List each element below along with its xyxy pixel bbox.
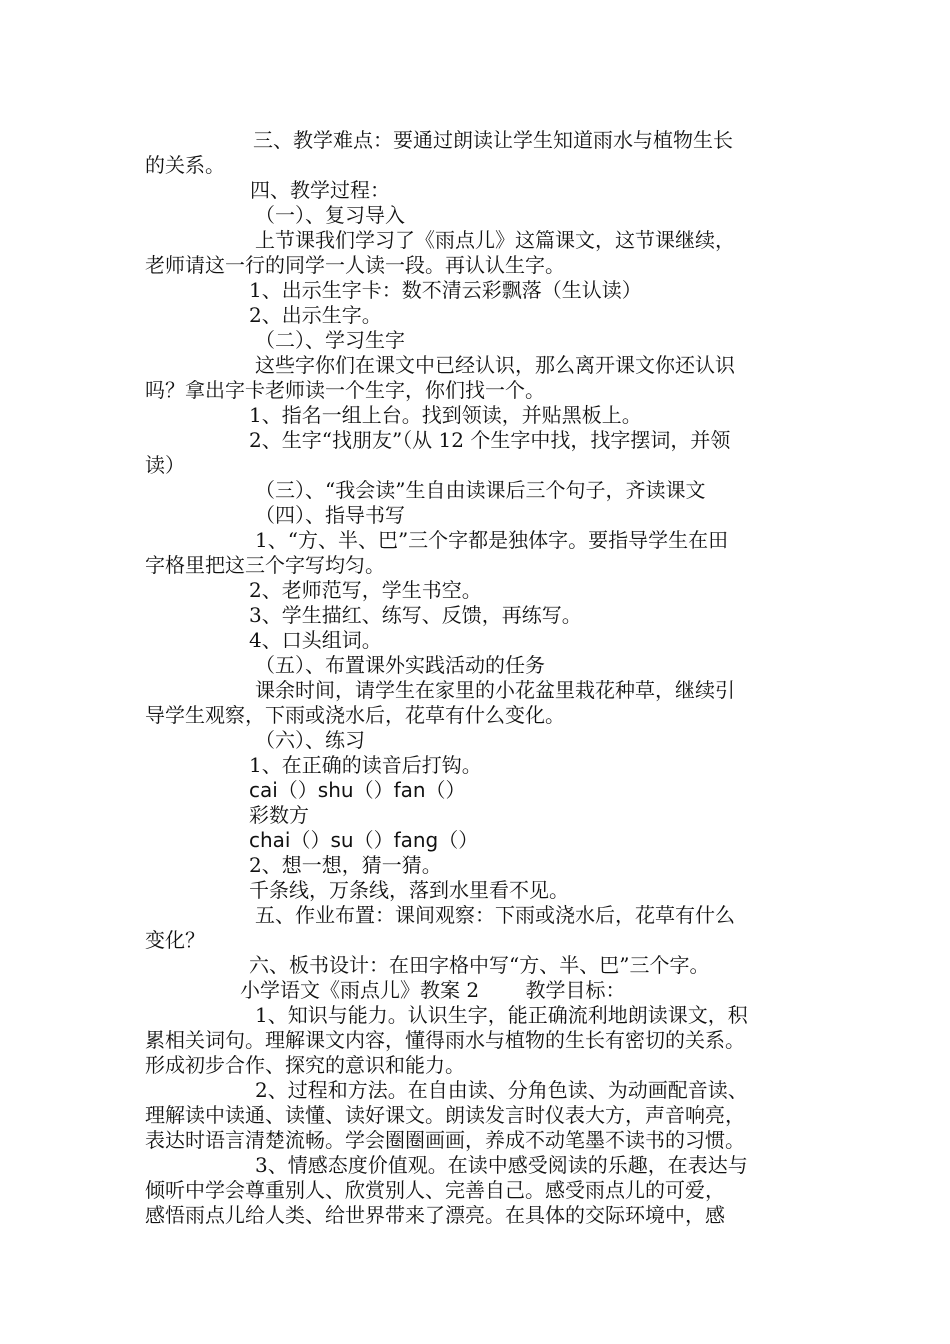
text-line: 课余时间，请学生在家里的小花盆里栽花种草，继续引 — [255, 678, 735, 702]
text-line: 的关系。 — [145, 153, 225, 177]
section-heading: 四、教学过程： — [250, 178, 390, 202]
subsection-heading: （五）、布置课外实践活动的任务 — [255, 653, 545, 677]
text-line: 4、口头组词。 — [249, 628, 382, 652]
text-line: 2、生字“找朋友”（从 12 个生字中找，找字摆词，并领 — [249, 428, 731, 452]
subsection-heading: （三）、“我会读”生自由读课后三个句子，齐读课文 — [255, 478, 706, 502]
text-line: 2、过程和方法。在自由读、分角色读、为动画配音读、 — [255, 1078, 748, 1102]
text-line: 形成初步合作、探究的意识和能力。 — [145, 1053, 465, 1077]
text-line: 彩数方 — [249, 803, 309, 827]
section-heading: 五、作业布置：课间观察：下雨或浇水后，花草有什么 — [255, 903, 735, 927]
text-line: 1、指名一组上台。找到领读，并贴黑板上。 — [249, 403, 642, 427]
text-line: 三、教学难点：要通过朗读让学生知道雨水与植物生长 — [253, 128, 733, 152]
text-line: 上节课我们学习了《雨点儿》这篇课文，这节课继续， — [255, 228, 735, 252]
text-line: 字格里把这三个字写均匀。 — [145, 553, 385, 577]
text-line: 导学生观察，下雨或浇水后，花草有什么变化。 — [145, 703, 565, 727]
lesson-plan-title: 小学语文《雨点儿》教案 2 教学目标： — [240, 978, 626, 1002]
pinyin-line: cai（）shu（）fan（） — [249, 778, 466, 802]
text-line: 3、学生描红、练写、反馈，再练写。 — [249, 603, 582, 627]
text-line: 2、老师范写，学生书空。 — [249, 578, 482, 602]
text-line: 千条线，万条线，落到水里看不见。 — [249, 878, 569, 902]
text-line: 变化？ — [145, 928, 205, 952]
subsection-heading: （六）、练习 — [255, 728, 365, 752]
text-line: 1、知识与能力。认识生字，能正确流利地朗读课文，积 — [255, 1003, 748, 1027]
subsection-heading: （二）、学习生字 — [255, 328, 405, 352]
text-line: 吗？拿出字卡老师读一个生字，你们找一个。 — [145, 378, 545, 402]
text-line: 倾听中学会尊重别人、欣赏别人、完善自己。感受雨点儿的可爱， — [145, 1178, 725, 1202]
text-line: 1、“方、半、巴”三个字都是独体字。要指导学生在田 — [255, 528, 729, 552]
text-line: 老师请这一行的同学一人读一段。再认认生字。 — [145, 253, 565, 277]
subsection-heading: （一）、复习导入 — [255, 203, 405, 227]
text-line: 1、在正确的读音后打钩。 — [249, 753, 482, 777]
text-line: 理解读中读通、读懂、读好课文。朗读发言时仪表大方，声音响亮， — [145, 1103, 745, 1127]
text-line: 读） — [145, 453, 185, 477]
section-heading: 六、板书设计：在田字格中写“方、半、巴”三个字。 — [249, 953, 710, 977]
text-line: 这些字你们在课文中已经认识，那么离开课文你还认识 — [255, 353, 735, 377]
subsection-heading: （四）、指导书写 — [255, 503, 405, 527]
pinyin-line: chai（）su（）fang（） — [249, 828, 479, 852]
text-line: 1、出示生字卡：数不清云彩飘落（生认读） — [249, 278, 642, 302]
text-line: 表达时语言清楚流畅。学会圈圈画画，养成不动笔墨不读书的习惯。 — [145, 1128, 745, 1152]
text-line: 累相关词句。理解课文内容，懂得雨水与植物的生长有密切的关系。 — [145, 1028, 745, 1052]
text-line: 2、想一想，猜一猜。 — [249, 853, 442, 877]
text-line: 2、出示生字。 — [249, 303, 382, 327]
text-line: 3、情感态度价值观。在读中感受阅读的乐趣，在表达与 — [255, 1153, 748, 1177]
text-line: 感悟雨点儿给人类、给世界带来了漂亮。在具体的交际环境中，感 — [145, 1203, 725, 1227]
